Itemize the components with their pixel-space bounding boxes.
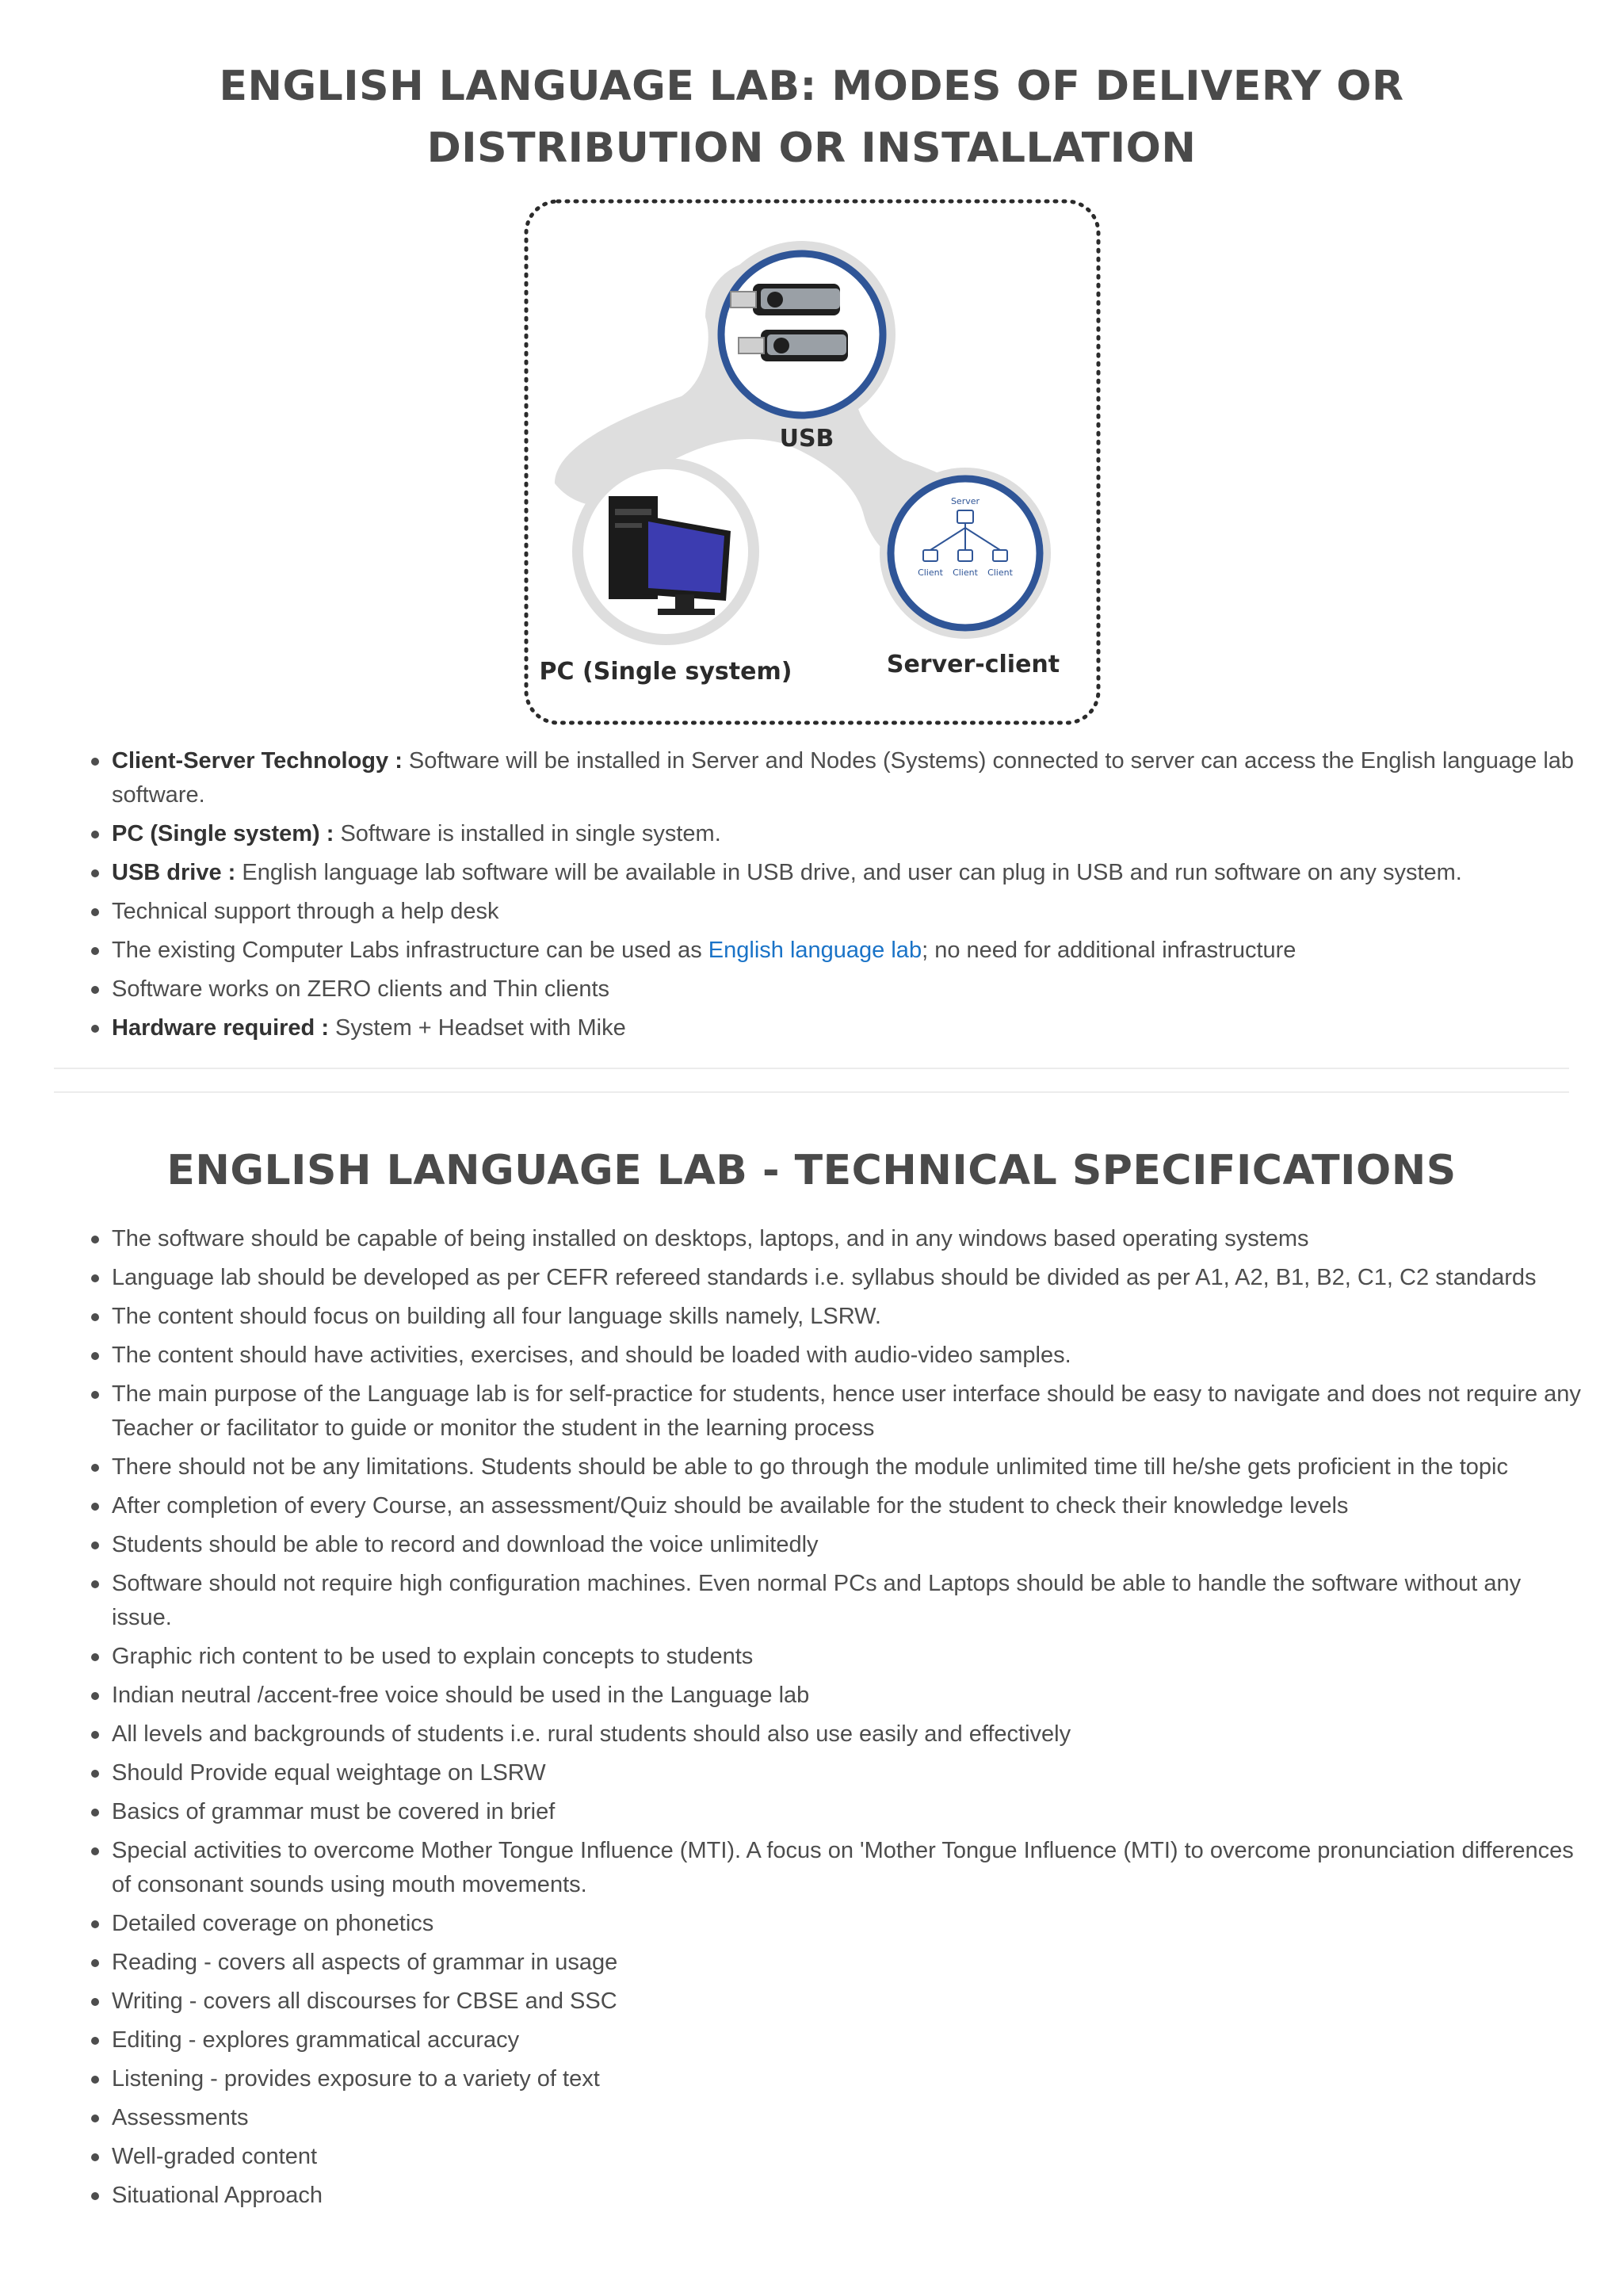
list-item: Well-graded content [91,2140,1581,2174]
list-item: The main purpose of the Language lab is for self-practice for students, hence user interface should be easy to navigate and does not require any Teacher or facilitator to guide or monitor the student in the learning process [91,1377,1581,1446]
item-text: Technical support through a help desk [112,899,499,924]
server-client-circle [880,468,1051,639]
item-label: USB drive : [112,860,236,885]
usb-label: USB [779,425,834,453]
english-language-lab-link[interactable]: English language lab [708,938,922,963]
list-item [91,972,1581,1007]
technical-specifications-list [91,1222,1581,2218]
divider [54,1091,1569,1093]
list-item: There should not be any limitations. Students should be able to go through the module unlimited time till he/she gets proficient in the topic [91,1450,1581,1484]
section-title-delivery-modes: ENGLISH LANGUAGE LAB: MODES OF DELIVERY OR DISTRIBUTION OR INSTALLATION [219,63,1404,172]
list-item: Software should not require high configuration machines. Even normal PCs and Laptops should be able to handle the software without any issue. [91,1567,1581,1635]
list-item [91,1011,1581,1045]
list-item: Editing - explores grammatical accuracy [91,2023,1581,2057]
list-item: Writing - covers all discourses for CBSE and SSC [91,1985,1581,2019]
list-item: Graphic rich content to be used to explain concepts to students [91,1640,1581,1674]
list-item: After completion of every Course, an assessment/Quiz should be available for the student to check their knowledge levels [91,1489,1581,1523]
item-label: Client-Server Technology : [112,748,403,774]
pc-circle [572,458,759,645]
usb-circle [708,241,896,428]
pc-label: PC (Single system) [539,658,792,686]
list-item: Indian neutral /accent-free voice should be used in the Language lab [91,1679,1581,1713]
client-text-right: Client [987,567,1013,578]
list-item: Assessments [91,2101,1581,2135]
item-label: Hardware required : [112,1015,329,1041]
list-item: Language lab should be developed as per CEFR refereed standards i.e. syllabus should be divided as per A1, A2, B1, B2, C1, C2 standards [91,1261,1581,1295]
list-item: The content should have activities, exercises, and should be loaded with audio-video samples. [91,1339,1581,1373]
item-text: English language lab software will be available in USB drive, and user can plug in USB and run software on any system. [235,860,1462,885]
item-text: Software will be installed in Server and Nodes (Systems) connected to server can access the English language lab software. [112,748,1575,808]
list-item: All levels and backgrounds of students i.e. rural students should also use easily and effectively [91,1717,1581,1752]
delivery-modes-illustration [523,198,1102,726]
list-item: Detailed coverage on phonetics [91,1907,1581,1941]
delivery-modes-list [91,744,1581,1050]
client-text-middle: Client [953,567,978,578]
list-item [91,856,1581,890]
item-text: ; no need for additional infrastructure [922,938,1296,963]
item-text: Software works on ZERO clients and Thin clients [112,976,610,1002]
server-client-label: Server-client [886,651,1060,678]
list-item: Students should be able to record and download the voice unlimitedly [91,1528,1581,1562]
item-label: PC (Single system) : [112,821,334,846]
section-title-technical-specifications: ENGLISH LANGUAGE LAB - TECHNICAL SPECIFICATIONS [166,1147,1457,1194]
list-item [91,934,1581,968]
list-item: Special activities to overcome Mother Tongue Influence (MTI). A focus on 'Mother Tongue Influence (MTI) to overcome pronunciation differences of consonant sounds using mouth movements. [91,1834,1581,1902]
list-item [91,817,1581,851]
server-text: Server [950,496,980,506]
list-item: Listening - provides exposure to a variety of text [91,2062,1581,2096]
list-item [91,895,1581,929]
list-item: The software should be capable of being installed on desktops, laptops, and in any windows based operating systems [91,1222,1581,1256]
divider [54,1068,1569,1069]
item-text: System + Headset with Mike [328,1015,626,1041]
client-text-left: Client [918,567,943,578]
item-text: The existing Computer Labs infrastructure can be used as [112,938,708,963]
list-item: Basics of grammar must be covered in brief [91,1795,1581,1829]
list-item: Situational Approach [91,2179,1581,2213]
list-item: The content should focus on building all four language skills namely, LSRW. [91,1300,1581,1334]
list-item [91,744,1581,812]
list-item: Should Provide equal weightage on LSRW [91,1756,1581,1790]
list-item: Reading - covers all aspects of grammar in usage [91,1946,1581,1980]
item-text: Software is installed in single system. [334,821,721,846]
